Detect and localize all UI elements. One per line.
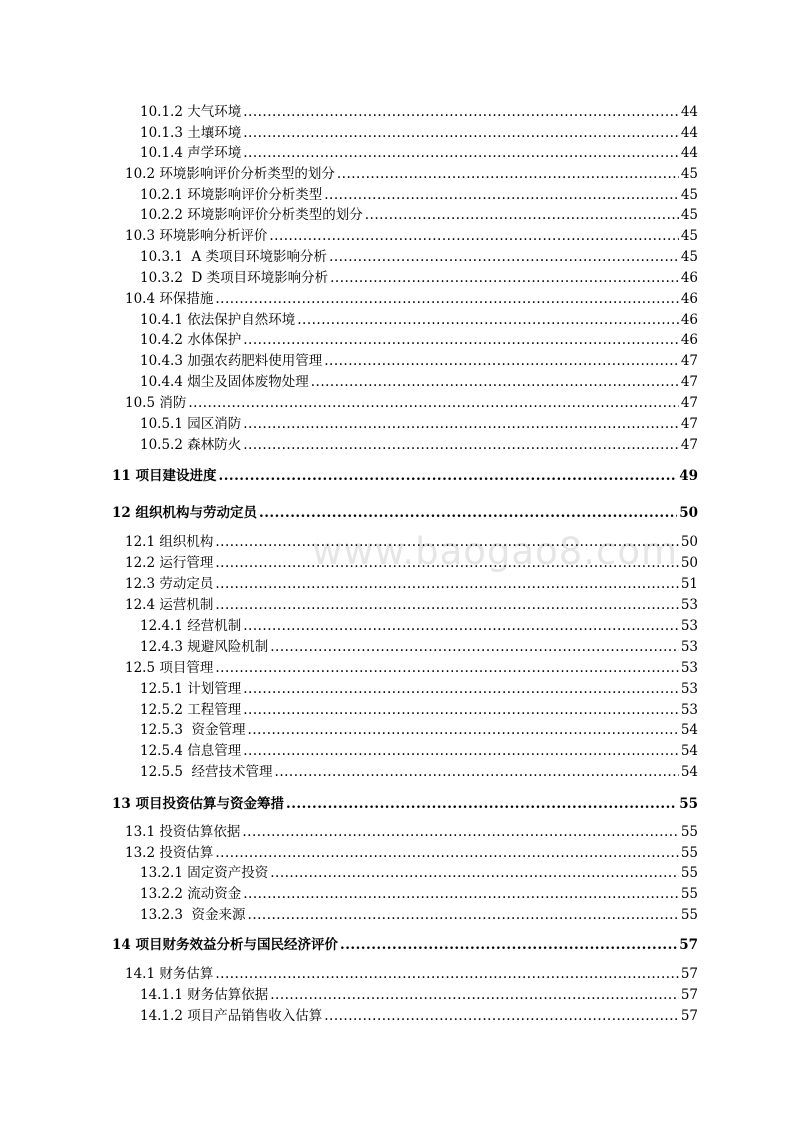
toc-entry-label: 13.2 投资估算: [125, 845, 214, 861]
toc-page-number: 47: [680, 374, 698, 390]
dot-leader: [275, 762, 679, 782]
watermark: www.baogao8.com: [312, 530, 679, 573]
toc-entry-label: 14.1.2 项目产品销售收入估算: [140, 1008, 323, 1024]
toc-entry[interactable]: [140, 884, 698, 904]
toc-page-number: 55: [680, 886, 698, 902]
dot-leader: [270, 985, 679, 1005]
toc-entry-label: 12.5.1 计划管理: [140, 681, 242, 697]
toc-entry-label: 10.2.1 环境影响评价分析类型: [140, 187, 323, 203]
toc-entry-label: 12 组织机构与劳动定员: [112, 505, 257, 521]
toc-page-number: 53: [680, 702, 698, 718]
toc-page-number: 45: [680, 207, 698, 223]
toc-page-number: 57: [680, 1008, 698, 1024]
toc-entry-label: 10.4.3 加强农药肥料使用管理: [140, 353, 323, 369]
toc-entry-label: 10.1.3 土壤环境: [140, 125, 242, 141]
toc-entry-label: 12.4 运营机制: [125, 597, 214, 613]
toc-entry-label: 10.4.1 依法保护自然环境: [140, 312, 296, 328]
toc-page-number: 44: [680, 145, 698, 161]
dot-leader: [248, 720, 679, 740]
toc-page-number: 50: [679, 505, 698, 521]
toc-page-number: 50: [680, 534, 698, 550]
toc-entry[interactable]: [140, 985, 698, 1005]
toc-entry[interactable]: [140, 102, 698, 122]
toc-entry-label: 12.5.3 资金管理: [140, 722, 246, 738]
toc-page-number: 44: [680, 125, 698, 141]
dot-leader: [269, 226, 678, 246]
toc-entry-label: 10.4.4 烟尘及固体废物处理: [140, 374, 309, 390]
toc-entry[interactable]: [140, 372, 698, 392]
dot-leader: [259, 503, 677, 523]
toc-page-number: 44: [680, 104, 698, 120]
toc-entry-label: 10.3.1 A 类项目环境影响分析: [140, 249, 328, 265]
toc-page-number: 46: [680, 332, 698, 348]
toc-page-number: 45: [680, 187, 698, 203]
dot-leader: [311, 372, 679, 392]
toc-entry[interactable]: [125, 658, 698, 678]
toc-entry-label: 10.4.2 水体保护: [140, 332, 242, 348]
toc-entry[interactable]: [140, 310, 698, 330]
toc-entry-label: 10.5 消防: [125, 395, 187, 411]
toc-entry-label: 12.3 劳动定员: [125, 576, 214, 592]
toc-entry[interactable]: [140, 330, 698, 350]
dot-leader: [243, 143, 679, 163]
toc-entry-label: 11 项目建设进度: [112, 468, 217, 484]
toc-entry[interactable]: [140, 741, 698, 761]
toc-entry[interactable]: [125, 532, 698, 552]
toc-page-number: 54: [680, 722, 698, 738]
dot-leader: [243, 679, 679, 699]
dot-leader: [248, 905, 679, 925]
toc-entry[interactable]: [140, 123, 698, 143]
toc-page-number: 45: [680, 249, 698, 265]
toc-entry[interactable]: [125, 964, 698, 984]
toc-entry-label: 10.5.2 森林防火: [140, 437, 242, 453]
toc-entry-label: 10.2.2 环境影响评价分析类型的划分: [140, 207, 363, 223]
toc-page-number: 57: [680, 966, 698, 982]
toc-chapter-entry[interactable]: [112, 503, 698, 523]
toc-entry[interactable]: [125, 553, 698, 573]
dot-leader: [243, 414, 679, 434]
toc-entry[interactable]: [125, 289, 698, 309]
toc-page-number: 47: [680, 437, 698, 453]
toc-entry[interactable]: [140, 351, 698, 371]
dot-leader: [365, 205, 679, 225]
dot-leader: [215, 843, 678, 863]
dot-leader: [337, 164, 679, 184]
toc-entry[interactable]: [140, 720, 698, 740]
toc-entry-label: 13 项目投资估算与资金筹措: [112, 796, 284, 812]
toc-entry[interactable]: [140, 143, 698, 163]
toc-page-number: 46: [680, 291, 698, 307]
toc-entry-label: 13.2.3 资金来源: [140, 907, 246, 923]
toc-entry[interactable]: [140, 637, 698, 657]
dot-leader: [219, 466, 678, 486]
dot-leader: [242, 822, 678, 842]
toc-entry-label: 12.5.2 工程管理: [140, 702, 242, 718]
toc-entry-label: 12.4.1 经营机制: [140, 618, 242, 634]
toc-page-number: 45: [680, 228, 698, 244]
dot-leader: [243, 435, 679, 455]
toc-entry-label: 12.2 运行管理: [125, 555, 214, 571]
dot-leader: [243, 123, 679, 143]
toc-page-number: 53: [680, 660, 698, 676]
toc-entry[interactable]: [140, 205, 698, 225]
toc-entry-label: 10.5.1 园区消防: [140, 416, 242, 432]
toc-entry[interactable]: [140, 700, 698, 720]
toc-entry-label: 14 项目财务效益分析与国民经济评价: [112, 937, 338, 953]
dot-leader: [215, 532, 678, 552]
dot-leader: [329, 247, 679, 267]
dot-leader: [324, 1006, 679, 1026]
toc-entry[interactable]: [140, 1006, 698, 1026]
toc-page-number: 57: [680, 987, 698, 1003]
toc-chapter-entry[interactable]: [112, 794, 698, 814]
toc-entry-label: 12.5.4 信息管理: [140, 743, 242, 759]
toc-entry-label: 12.5 项目管理: [125, 660, 214, 676]
dot-leader: [188, 393, 678, 413]
toc-entry[interactable]: [140, 247, 698, 267]
dot-leader: [215, 574, 678, 594]
toc-entry-label: 13.2.2 流动资金: [140, 886, 242, 902]
dot-leader: [243, 741, 679, 761]
toc-entry-label: 13.1 投资估算依据: [125, 824, 241, 840]
dot-leader: [215, 964, 678, 984]
toc-chapter-entry[interactable]: [112, 935, 698, 955]
toc-page-number: 54: [680, 743, 698, 759]
toc-page-number: 46: [680, 312, 698, 328]
toc-entry[interactable]: [140, 863, 698, 883]
toc-entry-label: 12.5.5 经营技术管理: [140, 764, 273, 780]
toc-page-number: 47: [680, 353, 698, 369]
dot-leader: [215, 595, 678, 615]
toc-entry[interactable]: [125, 595, 698, 615]
toc-page-number: 53: [680, 681, 698, 697]
toc-page-number: 53: [680, 597, 698, 613]
toc-page-number: 45: [680, 166, 698, 182]
toc-page-number: 55: [680, 907, 698, 923]
toc-entry[interactable]: [125, 393, 698, 413]
toc-chapter-entry[interactable]: [112, 466, 698, 486]
toc-page-number: 54: [680, 764, 698, 780]
toc-page-number: 53: [680, 618, 698, 634]
dot-leader: [286, 794, 677, 814]
toc-page-number: 46: [680, 270, 698, 286]
toc-page-number: 47: [680, 395, 698, 411]
toc-entry-label: 10.2 环境影响评价分析类型的划分: [125, 166, 335, 182]
dot-leader: [340, 935, 677, 955]
toc-entry[interactable]: [140, 679, 698, 699]
toc-entry-label: 14.1 财务估算: [125, 966, 214, 982]
toc-page-number: 55: [680, 824, 698, 840]
toc-page-number: 53: [680, 639, 698, 655]
dot-leader: [215, 553, 678, 573]
toc-entry[interactable]: [125, 164, 698, 184]
toc-entry-label: 10.4 环保措施: [125, 291, 214, 307]
toc-entry[interactable]: [140, 268, 698, 288]
toc-entry-label: 10.1.2 大气环境: [140, 104, 242, 120]
toc-entry[interactable]: [140, 616, 698, 636]
toc-page-number: 55: [679, 796, 698, 812]
toc-page-number: 57: [679, 937, 698, 953]
dot-leader: [243, 700, 679, 720]
dot-leader: [270, 863, 679, 883]
dot-leader: [324, 351, 679, 371]
toc-entry-label: 10.3 环境影响分析评价: [125, 228, 268, 244]
toc-entry-label: 12.4.3 规避风险机制: [140, 639, 269, 655]
toc-page-number: 49: [679, 468, 698, 484]
toc-entry[interactable]: [140, 185, 698, 205]
toc-entry[interactable]: [140, 905, 698, 925]
toc-entry[interactable]: [125, 226, 698, 246]
toc-entry[interactable]: [125, 822, 698, 842]
toc-entry[interactable]: [140, 762, 698, 782]
dot-leader: [324, 185, 679, 205]
dot-leader: [270, 637, 679, 657]
toc-entry-label: 10.1.4 声学环境: [140, 145, 242, 161]
dot-leader: [243, 616, 679, 636]
toc-page-number: 55: [680, 865, 698, 881]
dot-leader: [215, 658, 678, 678]
toc-page-number: 51: [680, 576, 698, 592]
toc-entry-label: 14.1.1 财务估算依据: [140, 987, 269, 1003]
toc-entry-label: 10.3.2 D 类项目环境影响分析: [140, 270, 329, 286]
dot-leader: [243, 102, 679, 122]
toc-entry[interactable]: [140, 435, 698, 455]
toc-page-number: 50: [680, 555, 698, 571]
toc-entry-label: 12.1 组织机构: [125, 534, 214, 550]
toc-entry-label: 13.2.1 固定资产投资: [140, 865, 269, 881]
toc-page-number: 47: [680, 416, 698, 432]
toc-page-number: 55: [680, 845, 698, 861]
toc-entry[interactable]: [140, 414, 698, 434]
dot-leader: [330, 268, 679, 288]
toc-entry[interactable]: [125, 574, 698, 594]
dot-leader: [243, 330, 679, 350]
dot-leader: [243, 884, 679, 904]
dot-leader: [215, 289, 678, 309]
dot-leader: [297, 310, 679, 330]
toc-entry[interactable]: [125, 843, 698, 863]
